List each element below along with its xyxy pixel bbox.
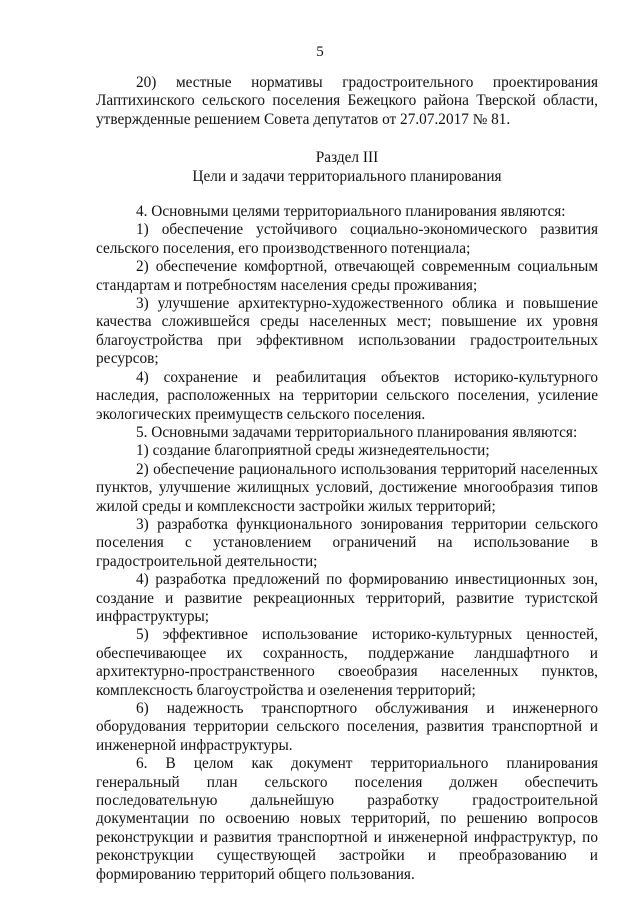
list-item: 1) обеспечение устойчивого социально-экономического развития сельского поселения, его производственного потенциала; xyxy=(96,221,598,257)
list-item: 1) создание благоприятной среды жизнедеятельности; xyxy=(136,442,490,460)
list-item: 2) обеспечение комфортной, отвечающей современным социальным стандартам и потребностям населения среды проживания; xyxy=(96,258,598,294)
goals-lead: 4. Основными целями территориального планирования являются: xyxy=(136,203,566,221)
list-item: 4) сохранение и реабилитация объектов историко-культурного наследия, расположенных на территории сельского поселения, усиление экологических преимуществ сельского поселения. xyxy=(96,368,598,423)
list-item: 6) надежность транспортного обслуживания и инженерного оборудования территории сельского поселения, развития транспортной и инженерной инфраструктуры. xyxy=(96,700,598,754)
page-number: 5 xyxy=(316,44,324,60)
list-item: 5) эффективное использование историко-культурных ценностей, обеспечивающее их сохранность, поддержание ландшафтного и архитектурно-пространственного своеобразия населенных пунктов, комплексность благоустройства и озеленения территорий; xyxy=(96,626,598,699)
section-number: Раздел III xyxy=(315,149,379,167)
closing-paragraph: 6. В целом как документ территориального планирования генеральный план сельского поселения должен обеспечить последовательную дальнейшую разработку градостроительной документации по освоению новых территорий, по решению вопросов реконструкции и развития транспортной и инженерной инфраструктур, по реконструкции существующей застройки и преобразованию и формированию территорий общего пользования. xyxy=(96,755,598,883)
tasks-block xyxy=(96,424,598,755)
page-content xyxy=(96,74,598,884)
list-item: 3) улучшение архитектурно-художественного облика и повышение качества сложившейся среды населенных мест; повышение их уровня благоустройства при эффективном использовании градостроительных ресурсов; xyxy=(96,295,598,368)
section-heading xyxy=(96,149,598,186)
section-title: Цели и задачи территориального планирования xyxy=(192,167,502,185)
list-item: 3) разработка функционального зонирования территории сельского поселения с установлением ограничений на использование в градостроительной деятельности; xyxy=(96,515,598,570)
goals-block xyxy=(96,203,598,424)
tasks-lead: 5. Основными задачами территориального планирования являются: xyxy=(136,423,578,441)
intro-item-20: 20) местные нормативы градостроительного проектирования Лаптихинского сельского поселения Бежецкого района Тверской области, утвержденные решением Совета депутатов от 27.07.2017 № 81. xyxy=(96,74,598,128)
list-item: 4) разработка предложений по формированию инвестиционных зон, создание и развитие рекреационных территорий, развитие туристской инфраструктуры; xyxy=(96,571,598,625)
list-item: 2) обеспечение рационального использования территорий населенных пунктов, улучшение жилищных условий, достижение многообразия типов жилой среды и комплексности застройки жилых территорий; xyxy=(96,460,598,515)
